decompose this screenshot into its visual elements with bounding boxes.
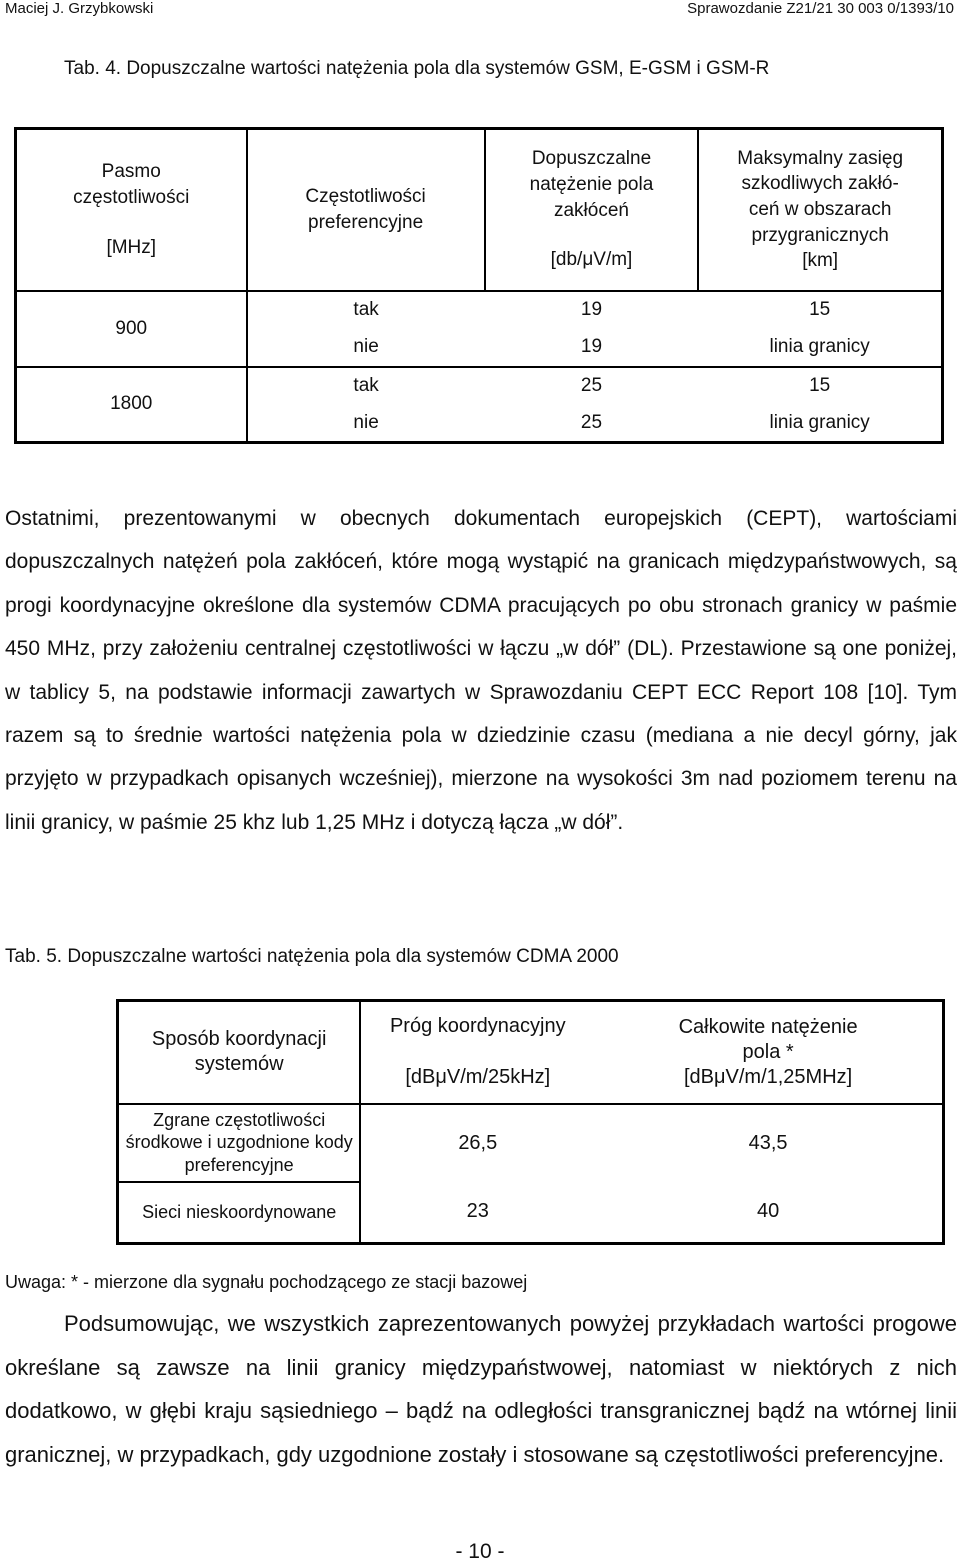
table4-band-cell: 900 [16, 291, 247, 367]
table-row [118, 1182, 944, 1244]
header-report-id: Sprawozdanie Z21/21 30 003 0/1393/10 [687, 0, 954, 17]
table4-field-cell: 25 [580, 411, 603, 433]
table4-caption: Tab. 4. Dopuszczalne wartości natężenia pola dla systemów GSM, E-GSM i GSM-R [64, 58, 770, 79]
table5-caption: Tab. 5. Dopuszczalne wartości natężenia pola dla systemów CDMA 2000 [5, 946, 619, 967]
table-row [16, 367, 943, 405]
table5-header-threshold-unit: [dBμV/m/25kHz] [405, 1066, 551, 1089]
table5-header-total-unit: [dBμV/m/1,25MHz] [683, 1065, 853, 1088]
table4-header-pref-label: Częstotliwości preferencyjne [305, 186, 426, 233]
table5-method-text: Zgrane częstotliwości środkowe i uzgodnione kody preferencyjne [125, 1109, 353, 1175]
header-author: Maciej J. Grzybkowski [5, 0, 154, 17]
table4-header-band [16, 129, 247, 291]
table4-field-cell: 19 [580, 299, 603, 321]
table4-field-cell: 19 [485, 329, 699, 367]
table4-pref-cell: nie [247, 329, 485, 367]
table5-header-total-label: Całkowite natężenie pola * [678, 1015, 858, 1063]
table4-range-cell: linia granicy [769, 411, 870, 433]
table4-header-band-label: Pasmo częstotliwości [73, 161, 190, 208]
table4-range-cell: 15 [809, 375, 831, 397]
table4-header-range-unit: [km] [802, 250, 839, 272]
table5-footnote: Uwaga: * - mierzone dla sygnału pochodzącego ze stacji bazowej [5, 1272, 528, 1292]
table4-pref-cell: tak [353, 299, 379, 321]
table4 [14, 127, 944, 444]
table4-header-field [485, 129, 699, 291]
table5-threshold-cell: 26,5 [458, 1131, 498, 1154]
table4-header-range [698, 129, 942, 291]
table4-field-cell: 25 [580, 375, 603, 397]
page-number: - 10 - [455, 1540, 505, 1563]
table4-pref-cell: nie [353, 411, 379, 433]
table5-header-threshold-label: Próg koordynacyjny [389, 1015, 566, 1038]
table5 [116, 999, 945, 1245]
paragraph-body-1: Ostatnimi, prezentowanymi w obecnych dokumentach europejskich (CEPT), wartościami dopuszczalnych natężeń pola zakłóceń, które mogą wystąpić na granicach międzypaństwowych, są progi koordynacyjne określone dla systemów CDMA pracujących po obu stronach granicy w paśmie 450 MHz, przy założeniu centralnej częstotliwości w łączu „w dół” (DL). Przestawione są one poniżej, w tablicy 5, na podstawie informacji zawartych w Sprawozdaniu CEPT ECC Report 108 [10]. Tym razem są to średnie wartości natężenia pola w dziedzinie czasu (mediana a nie decyl górny, jak przyjęto w przypadkach opisanych wcześniej), mierzone na wysokości 3m nad poziomem terenu na linii granicy, w paśmie 25 khz lub 1,25 MHz i dotyczą łącza „w dół”. [5, 507, 957, 834]
table5-method-cell [118, 1104, 361, 1182]
paragraph-summary: Podsumowując, we wszystkich zaprezentowanych powyżej przykładach wartości progowe określane są zawsze na linii granicy międzypaństwowej, natomiast w niektórych z nich dodatkowo, w głębi kraju sąsiedniego – bądź na odległości transgranicznej bądź na wtórnej linii granicznej, w przypadkach, gdy uzgodnione zostały i stosowane są częstotliwości preferencyjne. [5, 1311, 957, 1467]
table5-header-threshold [360, 1001, 594, 1104]
table4-header-band-unit: [MHz] [106, 236, 157, 258]
table5-header-method [118, 1001, 361, 1104]
table-row [118, 1104, 944, 1182]
table4-range-cell: 15 [809, 299, 831, 321]
table5-method-cell [118, 1182, 361, 1244]
table5-total-cell: 40 [756, 1200, 780, 1223]
table5-header-method-label: Sposób koordynacji systemów [151, 1028, 327, 1076]
table5-header-total [594, 1001, 943, 1104]
table4-band-cell: 1800 [16, 367, 247, 443]
table4-header-field-label: Dopuszczalne natężenie pola zakłóceń [529, 148, 654, 221]
table-row [16, 291, 943, 329]
table4-header-field-unit: [db/μV/m] [550, 249, 633, 271]
table4-header-pref [247, 129, 485, 291]
table5-total-cell: 43,5 [748, 1131, 788, 1154]
table4-pref-cell: tak [353, 375, 379, 397]
table4-header-range-label: Maksymalny zasięg szkodliwych zakłó-ceń w obszarach przygranicznych [737, 147, 904, 246]
table5-threshold-cell: 23 [466, 1200, 489, 1223]
table4-range-cell: linia granicy [698, 329, 942, 367]
table5-method-text: Sieci nieskoordynowane [142, 1202, 337, 1222]
